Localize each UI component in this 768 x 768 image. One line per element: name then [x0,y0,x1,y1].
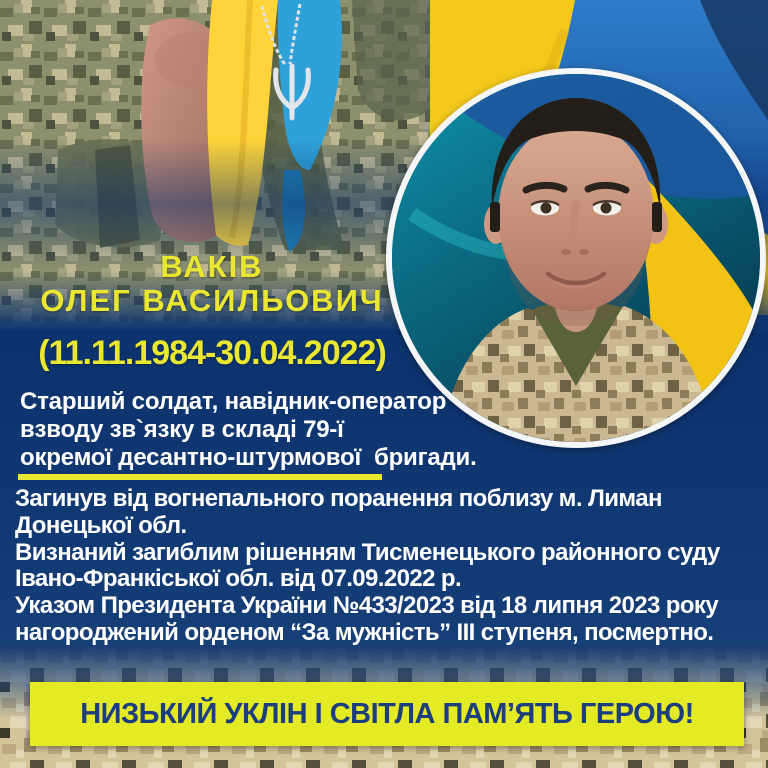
detail-line: нагороджений орденом “За мужність” ІІІ ступеня, посмертно. [15,618,714,646]
surname: ВАКІВ [160,249,264,284]
service-description [20,388,477,472]
tribute-banner: НИЗЬКИЙ УКЛІН І СВІТЛА ПАМ’ЯТЬ ГЕРОЮ! [30,682,744,746]
detail-line: Визнаний загиблим рішенням Тисменецького районного суду [15,538,720,566]
portrait-photo [386,68,766,448]
detail-line: Івано-Франкіської обл. від 07.09.2022 р. [15,565,462,593]
soldier-portrait [392,74,760,442]
service-line: окремої десантно-штурмової бригади. [20,444,477,471]
yellow-divider-line [18,474,382,480]
life-dates: (11.11.1984-30.04.2022) [38,334,386,372]
detail-line: Загинув від вогнепального поранення поблизу м. Лиман [15,485,662,512]
death-and-award-details [15,486,720,647]
service-line: Старший солдат, навідник-оператор [20,388,447,415]
given-names: ОЛЕГ ВАСИЛЬОВИЧ [40,283,384,318]
detail-line: Донецької обл. [15,511,187,539]
service-line: взводу зв`язку в складі 79-ї [20,416,344,443]
detail-line: Указом Президента України №433/2023 від 18 липня 2023 року [15,592,719,620]
